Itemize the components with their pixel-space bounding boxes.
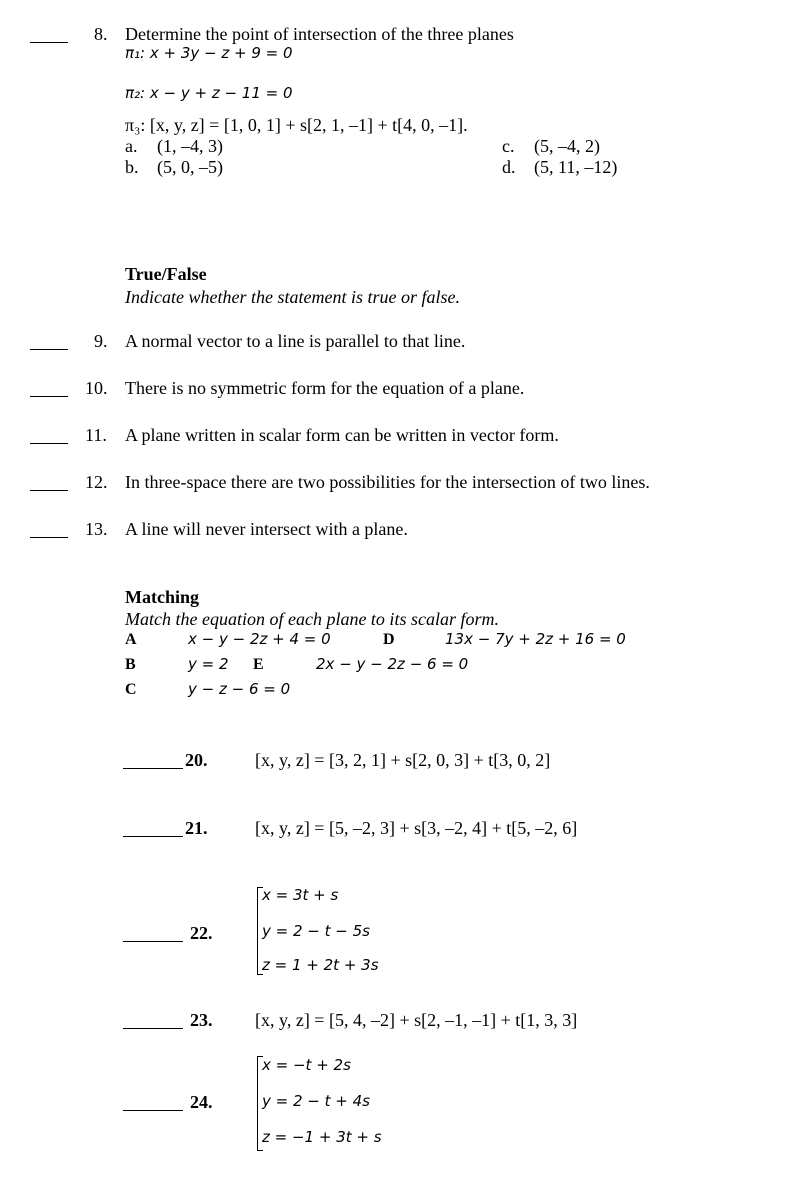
question-number: 11. (85, 425, 107, 445)
answer-blank-24[interactable] (123, 1110, 183, 1111)
question-number: 21. (185, 818, 208, 838)
option-c-label: c. (502, 136, 515, 156)
option-c-text: (5, –4, 2) (534, 136, 600, 156)
choice-equation-b: y = 2 (188, 655, 229, 673)
parametric-z: z = 1 + 2t + 3s (262, 956, 379, 974)
parametric-z: z = −1 + 3t + s (262, 1128, 382, 1146)
answer-blank-10[interactable] (30, 396, 68, 397)
question-text: A plane written in scalar form can be written in vector form. (125, 425, 559, 445)
question-prompt: Determine the point of intersection of the three planes (125, 24, 514, 44)
choice-equation-e: 2x − y − 2z − 6 = 0 (316, 655, 469, 673)
answer-blank-20[interactable] (123, 768, 183, 769)
answer-blank-13[interactable] (30, 537, 68, 538)
question-number: 22. (190, 923, 213, 943)
choice-letter-a: A (125, 631, 137, 648)
question-number: 24. (190, 1092, 213, 1112)
option-a-label: a. (125, 136, 138, 156)
question-number: 10. (85, 378, 108, 398)
true-false-instructions: Indicate whether the statement is true or false. (125, 287, 460, 307)
question-text: A normal vector to a line is parallel to that line. (125, 331, 466, 351)
matching-instructions: Match the equation of each plane to its scalar form. (125, 609, 499, 629)
parametric-x: x = 3t + s (262, 886, 339, 904)
option-a-text: (1, –4, 3) (157, 136, 223, 156)
choice-equation-d: 13x − 7y + 2z + 16 = 0 (445, 630, 626, 648)
question-text: In three-space there are two possibilities for the intersection of two lines. (125, 472, 650, 492)
option-d-label: d. (502, 157, 516, 177)
answer-blank-8[interactable] (30, 42, 68, 43)
option-d-text: (5, 11, –12) (534, 157, 618, 177)
option-b-label: b. (125, 157, 139, 177)
plane-pi3-equation: π₃: [x, y, z] = [1, 0, 1] + s[2, 1, –1] + t[4, 0, –1]. (125, 115, 468, 135)
choice-letter-c: C (125, 681, 137, 698)
matching-heading: Matching (125, 587, 199, 607)
vector-equation: [x, y, z] = [5, 4, –2] + s[2, –1, –1] + t[1, 3, 3] (255, 1010, 578, 1030)
plane-pi2-equation: π₂: x − y + z − 11 = 0 (125, 84, 293, 102)
plane-pi1-equation: π₁: x + 3y − z + 9 = 0 (125, 44, 293, 62)
answer-blank-9[interactable] (30, 349, 68, 350)
answer-blank-23[interactable] (123, 1028, 183, 1029)
choice-letter-e: E (253, 656, 264, 673)
question-number: 23. (190, 1010, 213, 1030)
answer-blank-22[interactable] (123, 941, 183, 942)
choice-letter-b: B (125, 656, 136, 673)
parametric-x: x = −t + 2s (262, 1056, 351, 1074)
vector-equation: [x, y, z] = [3, 2, 1] + s[2, 0, 3] + t[3, 0, 2] (255, 750, 551, 770)
choice-equation-a: x − y − 2z + 4 = 0 (188, 630, 331, 648)
question-number: 12. (85, 472, 108, 492)
true-false-heading: True/False (125, 264, 207, 284)
parametric-y: y = 2 − t − 5s (262, 922, 370, 940)
answer-blank-11[interactable] (30, 443, 68, 444)
answer-blank-12[interactable] (30, 490, 68, 491)
parametric-y: y = 2 − t + 4s (262, 1092, 370, 1110)
choice-equation-c: y − z − 6 = 0 (188, 680, 291, 698)
choice-letter-d: D (383, 631, 395, 648)
option-b-text: (5, 0, –5) (157, 157, 223, 177)
question-number: 9. (94, 331, 108, 351)
question-text: A line will never intersect with a plane. (125, 519, 408, 539)
question-text: There is no symmetric form for the equation of a plane. (125, 378, 525, 398)
question-number: 20. (185, 750, 208, 770)
vector-equation: [x, y, z] = [5, –2, 3] + s[3, –2, 4] + t[5, –2, 6] (255, 818, 578, 838)
answer-blank-21[interactable] (123, 836, 183, 837)
question-number: 13. (85, 519, 108, 539)
question-number: 8. (94, 24, 108, 44)
